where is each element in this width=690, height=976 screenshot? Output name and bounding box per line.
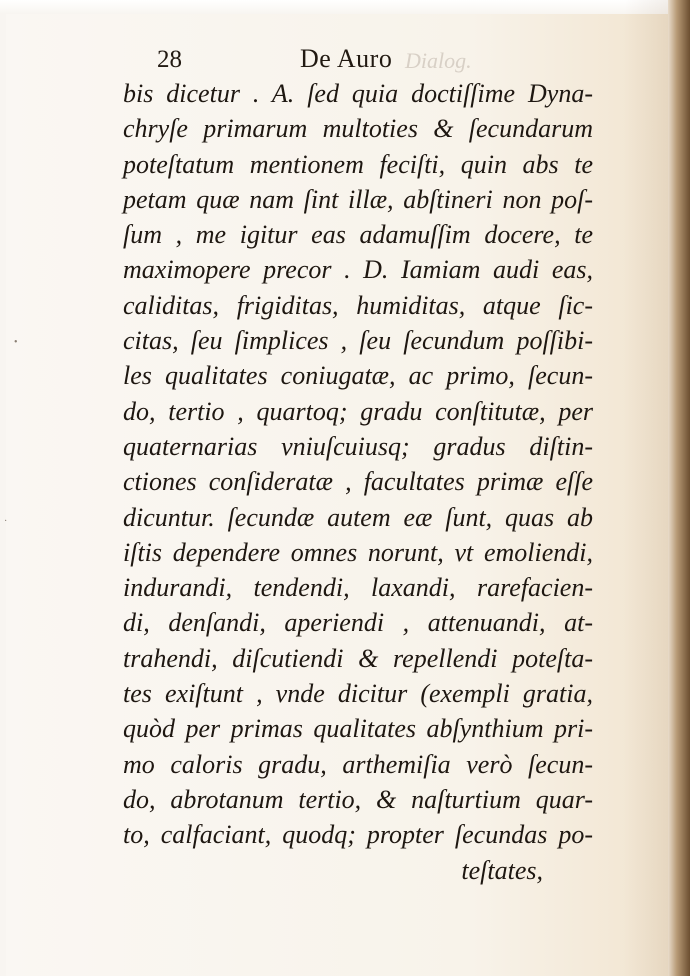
text-line: les qualitates coniugatæ, ac primo, ſecun-: [123, 361, 593, 391]
text-line: ctiones conſideratæ , facultates primæ eſſe: [123, 467, 593, 497]
text-line: caliditas, frigiditas, humiditas, atque ſic-: [123, 290, 593, 320]
text-line: tes exiſtunt , vnde dicitur (exempli gratia,: [123, 679, 593, 709]
text-line: indurandi, tendendi, laxandi, rarefacien-: [123, 573, 593, 603]
text-line: trahendi, diſcutiendi & repellendi poteſta-: [123, 643, 593, 673]
text-line: do, tertio , quartoq; gradu conſtitutæ, per: [123, 396, 593, 426]
text-line: dicuntur. ſecundæ autem eæ ſunt, quas ab: [123, 502, 593, 532]
body-text: [123, 76, 593, 888]
page-number: 28: [157, 46, 182, 73]
top-margin-edge: [0, 0, 690, 14]
ink-speck: •: [14, 337, 18, 348]
running-head: De Auro: [300, 44, 393, 73]
bleed-through-text: Dialog.: [405, 48, 472, 73]
text-line-final: teſtates,: [461, 855, 543, 885]
text-line: iſtis dependere omnes norunt, vt emoliendi,: [123, 537, 593, 567]
text-line: bis dicetur . A. ſed quia doctiſſime Dyna-: [123, 79, 593, 108]
text-line: poteſtatum mentionem feciſti, quin abs te: [123, 149, 593, 179]
book-edge: [668, 0, 690, 976]
text-line: citas, ſeu ſimplices , ſeu ſecundum poſſibi-: [123, 326, 593, 356]
text-line: to, calfaciant, quodq; propter ſecundas po-: [123, 820, 593, 850]
ink-speck: ·: [4, 516, 8, 527]
text-line: petam quæ nam ſint illæ, abſtineri non poſ-: [123, 184, 593, 214]
text-line: quòd per primas qualitates abſynthium pri-: [123, 714, 593, 744]
text-line: chryſe primarum multoties & ſecundarum: [123, 114, 593, 144]
text-line: maximopere precor . D. Iamiam audi eas,: [123, 255, 593, 285]
text-line: di, denſandi, aperiendi , attenuandi, at-: [123, 608, 593, 638]
text-line: mo caloris gradu, arthemiſia verò ſecun-: [123, 749, 593, 779]
gutter-shadow: [624, 0, 674, 976]
text-line: ſum , me igitur eas adamuſſim docere, te: [123, 220, 593, 250]
text-line: do, abrotanum tertio, & naſturtium quar-: [123, 784, 593, 814]
text-line: quaternarias vniuſcuiusq; gradus diſtin-: [123, 431, 593, 461]
